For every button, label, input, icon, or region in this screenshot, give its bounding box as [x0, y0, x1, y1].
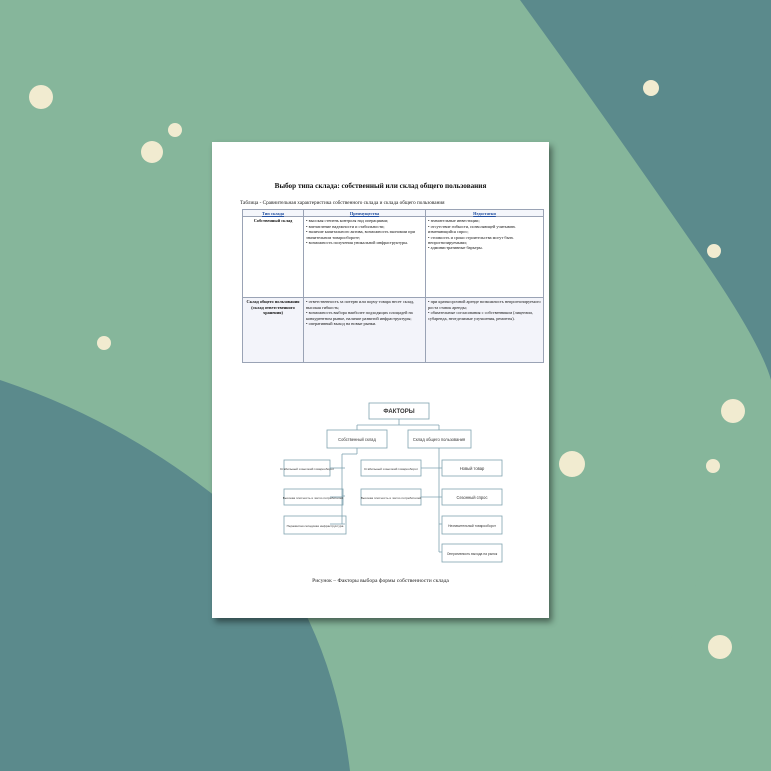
diagram-left-item: Высокая плотность и число потребителей	[282, 496, 344, 500]
warehouse-type-cell: Собственный склад	[243, 217, 304, 298]
factors-diagram	[212, 142, 549, 618]
diagram-middle-item: Высокая плотность и число потребителей	[360, 496, 422, 500]
figure-caption: Рисунок – Факторы выбора формы собственности склада	[312, 578, 449, 584]
table-caption: Таблица - Сравнительная характеристика собственного склада и склада общего пользования	[240, 200, 445, 206]
list-item: • ответственность за потерю или порчу товара несет склад, высокая гибкость;	[306, 299, 423, 310]
list-item: • возможность выбора наиболее подходящих площадей на конкурентном рынке, наличие развитой инфраструктуры;	[306, 310, 423, 321]
diagram-left-item: Стабильный и высокий товарооборот	[279, 467, 335, 471]
background-dot	[708, 635, 732, 659]
diagram-right-branch-label: Склад общего пользования	[412, 437, 466, 442]
warehouse-type-cell: Склад общего пользования (склад ответственного хранения)	[243, 298, 304, 363]
diagram-middle-item: Стабильный и высокий товарооборот	[363, 467, 419, 471]
list-item: • наличие капитального актива, возможность экономии при значительном товарообороте;	[306, 229, 423, 240]
list-item: • высокая степень контроля над операциями;	[306, 218, 423, 223]
list-item: • оперативный выход на новые рынки.	[306, 321, 423, 326]
column-header: Тип склада	[243, 210, 304, 217]
diagram-root-label: ФАКТОРЫ	[383, 409, 415, 415]
list-item: • впечатление надежности и стабильности;	[306, 224, 423, 229]
background-dot	[559, 451, 585, 477]
background-dot	[707, 244, 721, 258]
diagram-right-item: Оперативность выхода на рынок	[446, 552, 498, 556]
diagram-left-item: Неразвитая складская инфраструктура	[286, 524, 344, 528]
column-header: Недостатки	[426, 210, 544, 217]
page-title: Выбор типа склада: собственный или склад общего пользования	[274, 182, 487, 190]
list-item: • обязательные согласования с собственником (лицензии, субаренда, неотделимые улучшения, ремонты).	[428, 310, 541, 321]
list-item: • возможность получения уникальной инфраструктуры.	[306, 240, 423, 245]
diagram-left-branch-label: Собственный склад	[338, 437, 376, 442]
background-dot	[29, 85, 53, 109]
background-dot	[721, 399, 745, 423]
background-dot	[97, 336, 111, 350]
list-item: • значительные инвестиции;	[428, 218, 541, 223]
document-page	[212, 142, 549, 618]
list-item: • при краткосрочной аренде возможность непрогнозируемого роста ставок аренды;	[428, 299, 541, 310]
list-item: • отсутствие гибкости, позволяющей учитывать изменяющийся спрос;	[428, 224, 541, 235]
background-dot	[141, 141, 163, 163]
list-item: • стоимость и сроки строительства могут быть непрогнозируемыми;	[428, 235, 541, 246]
background-dot	[168, 123, 182, 137]
list-item: • административные барьеры.	[428, 245, 541, 250]
diagram-right-item: Сезонный спрос	[456, 495, 488, 500]
background-dot	[706, 459, 720, 473]
column-header: Преимущества	[304, 210, 426, 217]
background-dot	[643, 80, 659, 96]
diagram-right-item: Незначительный товарооборот	[448, 524, 496, 528]
diagram-right-item: Новый товар	[459, 466, 485, 471]
